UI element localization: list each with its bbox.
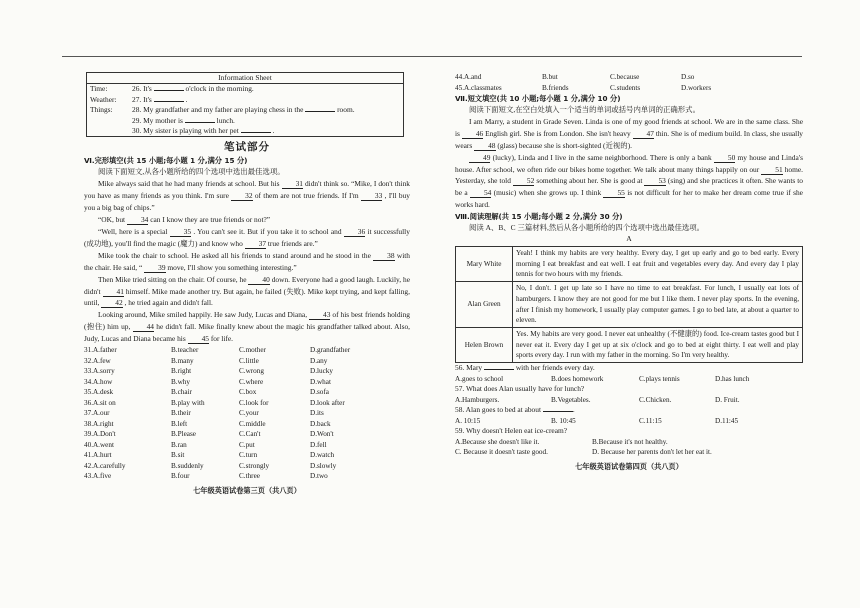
answer-option[interactable]: D.so [681,73,695,81]
question-58: 58. Alan goes to bed at about . [455,405,575,415]
right-column [455,72,803,472]
answer-option[interactable]: B.many [171,356,194,365]
answer-option[interactable]: B.left [171,419,188,428]
options-59: A.Because she doesn't like it. B.Because it's not healthy. C. Because it doesn't taste good. D. Because her parents don't let her eat it. [455,437,712,457]
option-row [84,398,410,409]
option-row [84,471,410,482]
section-heading: Ⅶ.短文填空(共 10 小题;每小题 1 分,满分 10 分) [455,94,621,103]
answer-option[interactable]: 37.A.our [84,409,110,418]
cloze-paragraph: Then Mike tried sitting on the chair. Of course, he 40 down. Everyone had a good laugh. Luckily, he didn't 41 himself. Mike made another try. But again, he failed (失败). Mike kept trying, and kept falling, until, 42 , he tried again and didn't fall. [84,274,410,308]
answer-option[interactable]: D.what [310,377,331,386]
answer-option[interactable]: D.its [310,409,324,418]
answer-option[interactable]: C.where [239,377,264,386]
question-56: 56. Mary with her friends every day. [455,363,595,373]
section-heading: Ⅵ.完形填空(共 15 小题;每小题 1 分,满分 15 分) [84,156,248,166]
info-row: 29. My mother is lunch. [132,115,235,125]
answer-option[interactable]: D.sofa [310,388,329,397]
option-row [84,377,410,388]
answer-option[interactable]: D.Won't [310,430,334,439]
option-row [84,429,410,440]
info-row: 30. My sister is playing with her pet . [132,126,275,136]
answer-option[interactable]: 42.A.carefully [84,461,126,470]
information-sheet [86,72,404,137]
answer-option[interactable]: D.workers [681,83,712,92]
answer-blank[interactable] [154,101,184,102]
option-row [455,83,803,94]
habits-table [455,246,803,363]
answer-option[interactable]: D.watch [310,451,335,460]
option-row [84,461,410,472]
option-row [84,419,410,430]
answer-option[interactable]: D.fell [310,440,327,449]
table-row: Alan Green No, I don't. I get up late so I have no time to eat breakfast. For lunch, I usually eat lots of hamburgers. I know they are not good for me but I like them. I never play sports. In the evening, after I finish my homework, I usually play computer games. I go to bed late, at about a quarter to eleven. [456,282,803,328]
answer-option[interactable]: 44.A.and [455,73,482,81]
answer-option[interactable]: D.grandfather [310,346,351,355]
left-column [84,72,410,496]
page-footer-right: 七年级英语试卷第四页（共八页） [575,461,683,471]
answer-option[interactable]: 41.A.hurt [84,451,112,460]
cloze-paragraph: Mike always said that he had many friends at school. But his 31 didn't think so. “Mike, I don't think you have as many friends as you think. I'm sure 32 of them are not true friends. If I'm 33 , I'll buy you a big bag of chips.” [84,179,410,213]
answer-option[interactable]: C.Can't [239,430,261,439]
table-row: Helen Brown Yes. My habits are very good. I never eat unhealthy (不健康的) food. Ice-cream tastes good but I never eat it. Every day I get up at six o'clock and go to bed at eight thirty. I eat well and play sports every day. I run with my father in the morning. So I'm very healthy. [456,327,803,362]
answer-option[interactable]: C.middle [239,419,266,428]
answer-option[interactable]: B.ran [171,440,187,449]
info-sheet-title: Information Sheet [87,73,404,84]
passage-label: A [626,234,632,244]
instruction: 阅读 A、B、C 三篇材料,然后从各小题所给的四个选项中选出最佳选项。 [469,223,705,233]
answer-option[interactable]: C.three [239,472,260,481]
options-56: A.goes to school B.does homework C.plays tennis D.has lunch [455,374,750,383]
answer-option[interactable]: B.four [171,472,190,481]
answer-option[interactable]: B.but [542,73,558,81]
option-row [84,356,410,367]
instruction: 阅读下面短文,在空白处填入一个适当的单词或括号内单词的正确形式。 [469,105,700,114]
answer-option[interactable]: B.friends [542,83,569,92]
cloze-paragraph: “OK, but 34 can I know they are true friends or not?” [98,215,271,225]
cloze-paragraph: Looking around, Mike smiled happily. He saw Judy, Lucas and Diana, 43 of his best friends holding (抱住) him up, 44 he didn't fall. Mike finally knew about the magic his grandfather talked about. Also, Judy, Lucas and Diana became his 45 for life. [84,310,410,344]
question-59: 59. Why doesn't Helen eat ice-cream? [455,426,568,436]
info-row: Weather: 27. It's . [90,94,188,104]
answer-blank[interactable] [154,90,184,91]
top-rule [62,56,802,57]
answer-option[interactable]: D.two [310,472,328,481]
answer-blank[interactable] [305,111,335,112]
answer-option[interactable]: C.put [239,440,255,449]
answer-option[interactable]: B.why [171,377,190,386]
passage-paragraph: 49 (lucky), Linda and I live in the same neighborhood. There is only a bank 50 my house and Linda's house. After school, we often ride our bikes home together. We talk about many things happily on our 51 home. Yesterday, she told 52 something about her. She is good at 53 (sing) and she practices it often. She wants to be a 54 (music) when she grows up. I think 55 is not difficult for her to make her dream come true if she works hard. [455,152,804,210]
option-row [84,345,410,356]
answer-option[interactable]: 35.A.desk [84,388,114,397]
answer-option[interactable]: 38.A.right [84,419,114,428]
answer-option[interactable]: 33.A.sorry [84,367,115,376]
info-row: Time: 26. It's o'clock in the morning. [90,84,254,94]
option-row [84,366,410,377]
option-row [455,72,803,83]
answer-option[interactable]: 43.A.five [84,472,112,481]
question-57: 57. What does Alan usually have for lunch? [455,384,585,394]
cloze-paragraph: “Well, here is a special 35 . You can't see it. But if you take it to school and 36 it successfully (成功地), you'll find the magic (魔力) and know who 37 true friends are.” [84,226,410,248]
passage-paragraph: I am Marry, a student in Grade Seven. Linda is one of my good friends at school. We are in the same class. She is 46 English girl. She is from London. She isn't heavy 47 thin. She is of medium build. In class, she usually wears 48 (glass) because she is short-sighted (近视的). [455,116,803,150]
answer-option[interactable]: 34.A.how [84,377,113,386]
options-57: A.Hamburgers. B.Vegetables. C.Chicken. D. Fruit. [455,395,740,404]
answer-option[interactable]: 31.A.father [84,346,117,355]
answer-option[interactable]: D.lucky [310,367,333,376]
info-row: Things: 28. My grandfather and my father are playing chess in the room. [90,105,355,115]
answer-option[interactable]: 39.A.Don't [84,430,116,439]
answer-option[interactable]: C.box [239,388,257,397]
answer-option[interactable]: C.turn [239,451,258,460]
answer-option[interactable]: B.sit [171,451,185,460]
answer-option[interactable]: B.chair [171,388,192,397]
answer-option[interactable]: B.teacher [171,346,199,355]
option-row [84,387,410,398]
section-heading: Ⅷ.阅读理解(共 15 小题;每小题 2 分,满分 30 分) [455,212,623,222]
answer-option[interactable]: 40.A.went [84,440,114,449]
answer-option[interactable]: D.slowly [310,461,337,470]
answer-option[interactable]: C.students [610,83,641,92]
written-part-title: 笔试部分 [224,141,270,154]
answer-option[interactable]: 45.A.classmates [455,83,502,92]
instruction: 阅读下面短文,从各小题所给的四个选项中选出最佳选项。 [98,167,285,177]
answer-option[interactable]: 36.A.sit on [84,398,116,407]
answer-option[interactable]: B.right [171,367,192,376]
page-footer-left: 七年级英语试卷第三页（共八页） [193,485,301,495]
answer-option[interactable]: B.play with [171,398,205,407]
answer-option[interactable]: B.their [171,409,191,418]
answer-option[interactable]: D.any [310,356,328,365]
answer-option[interactable]: C.little [239,356,259,365]
answer-option[interactable]: C.your [239,409,259,418]
cloze-options-continued [455,72,803,93]
answer-option[interactable]: C.look for [239,398,269,407]
option-row [84,408,410,419]
answer-option[interactable]: C.wrong [239,367,264,376]
options-58: A. 10:15 B. 10:45 C.11:15 D.11:45 [455,416,739,425]
cloze-paragraph: Mike took the chair to school. He asked all his friends to stand around and he stood in the 38 with the chair. He said, “ 39 move, I'll show you something interesting.” [84,250,410,272]
answer-option[interactable]: B.suddenly [171,461,204,470]
answer-option[interactable]: C.mother [239,346,266,355]
answer-option[interactable]: C.because [610,73,640,81]
option-row [84,450,410,461]
answer-blank[interactable] [241,132,271,133]
answer-option[interactable]: D.back [310,419,331,428]
answer-option[interactable]: D.look after [310,398,345,407]
table-row: Mary White Yeah! I think my habits are very healthy. Every day, I get up early and go to bed early. Every morning I eat breakfast and eat well. I eat fruit and vegetables every day. And every day I play tennis for two hours with my friends. [456,247,803,282]
cloze-options [84,345,410,482]
answer-blank[interactable] [185,122,215,123]
answer-option[interactable]: 32.A.few [84,356,111,365]
option-row [84,440,410,451]
answer-option[interactable]: C.strongly [239,461,270,470]
answer-option[interactable]: B.Please [171,430,196,439]
